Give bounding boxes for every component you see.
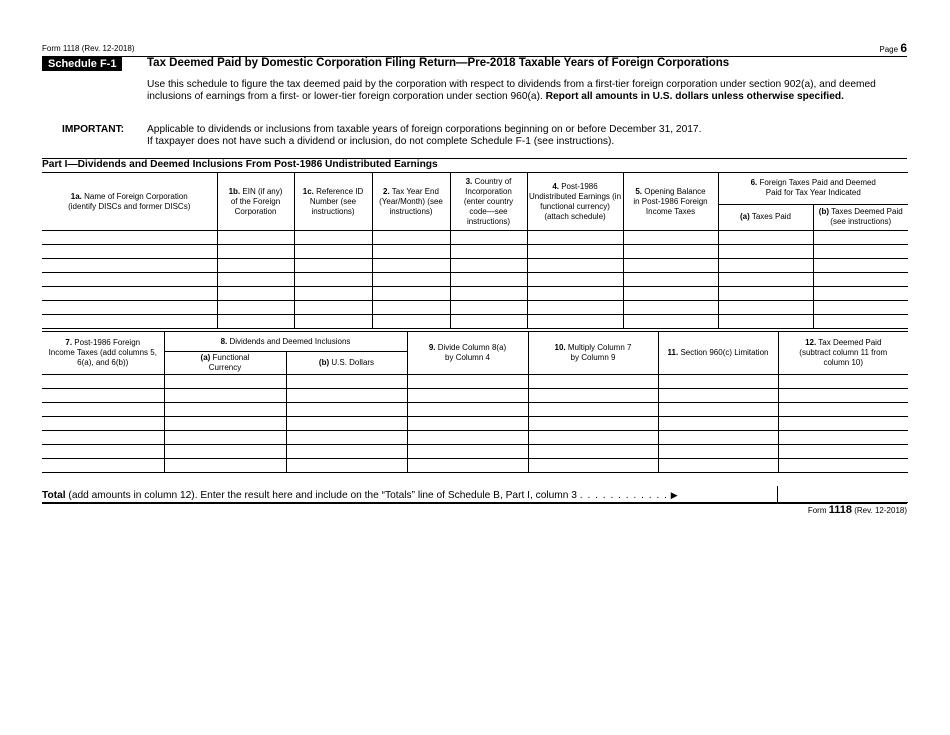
- schedule-badge: Schedule F-1: [42, 57, 122, 71]
- form-footer: [808, 504, 907, 516]
- table-row: [42, 403, 908, 417]
- table-row: [42, 445, 908, 459]
- intro-bold-text: Report all amounts in U.S. dollars unless otherwise specified.: [545, 91, 844, 102]
- col-8b-header: (b) U.S. Dollars: [286, 352, 407, 375]
- part1-heading: Part I—Dividends and Deemed Inclusions From Post-1986 Undistributed Earnings: [42, 159, 438, 170]
- col-8-header: 8. Dividends and Deemed Inclusions: [164, 332, 407, 352]
- col-2-header: 2. Tax Year End (Year/Month) (see instructions): [372, 173, 450, 231]
- page-indicator: [879, 41, 907, 55]
- important-line-1: Applicable to dividends or inclusions from taxable years of foreign corporations beginning on or before December 31, 2017.: [147, 124, 702, 135]
- intro-paragraph: [147, 79, 892, 103]
- table-row: [42, 273, 908, 287]
- col-4-header: 4. Post-1986 Undistributed Earnings (in functional currency) (attach schedule): [527, 173, 623, 231]
- col-11-header: 11. Section 960(c) Limitation: [658, 332, 778, 375]
- footer-rev: (Rev. 12-2018): [854, 506, 907, 515]
- table-row: [42, 301, 908, 315]
- table-row: [42, 231, 908, 245]
- deemed-paid-table: [42, 331, 908, 473]
- col-10-header: 10. Multiply Column 7 by Column 9: [528, 332, 658, 375]
- table-row: [42, 431, 908, 445]
- col-6-header: 6. Foreign Taxes Paid and Deemed Paid for Tax Year Indicated: [718, 173, 908, 205]
- page-label: Page: [879, 45, 899, 54]
- total-amount-field[interactable]: [777, 486, 908, 503]
- total-label: Total: [42, 490, 66, 501]
- col-12-header: 12. Tax Deemed Paid (subtract column 11 from column 10): [778, 332, 908, 375]
- important-label: IMPORTANT:: [62, 124, 125, 135]
- col-6a-header: (a) Taxes Paid: [718, 204, 813, 230]
- table-row: [42, 375, 908, 389]
- col-1a-header: 1a. Name of Foreign Corporation (identify DISCs and former DISCs): [42, 173, 217, 231]
- table-row: [42, 259, 908, 273]
- important-text: [147, 124, 897, 148]
- col-8a-header: (a) Functional Currency: [164, 352, 286, 375]
- col-3-header: 3. Country of Incorporation (enter country code—see instructions): [450, 173, 527, 231]
- total-leaders: . . . . . . . . . . . .: [579, 490, 668, 501]
- total-line: [42, 490, 678, 501]
- important-line-2: If taxpayer does not have such a dividend or inclusion, do not complete Schedule F-1 (see instructions).: [147, 136, 615, 147]
- undistributed-earnings-table: [42, 172, 908, 329]
- col-1b-header: 1b. EIN (if any) of the Foreign Corporation: [217, 173, 294, 231]
- col-9-header: 9. Divide Column 8(a) by Column 4: [407, 332, 528, 375]
- col-5-header: 5. Opening Balance in Post-1986 Foreign Income Taxes: [623, 173, 718, 231]
- page-number: 6: [900, 41, 907, 55]
- table-row: [42, 315, 908, 329]
- form-reference: Form 1118 (Rev. 12-2018): [42, 44, 135, 53]
- col-6b-header: (b) Taxes Deemed Paid (see instructions): [813, 204, 908, 230]
- col-7-header: 7. Post-1986 Foreign Income Taxes (add columns 5, 6(a), and 6(b)): [42, 332, 164, 375]
- arrow-icon: ▶: [670, 490, 678, 500]
- col-1c-header: 1c. Reference ID Number (see instructions): [294, 173, 372, 231]
- table-row: [42, 389, 908, 403]
- table-row: [42, 287, 908, 301]
- table-row: [42, 417, 908, 431]
- table-row: [42, 459, 908, 473]
- intro-text: Use this schedule to figure the tax deemed paid by the corporation with respect to dividends from a first-tier foreign corporation under section 902(a), and deemed inclusions of earnings from a first- or lower-tier foreign corporation under section 960(a).: [147, 79, 876, 102]
- footer-form-word: Form: [807, 506, 827, 515]
- total-text: (add amounts in column 12). Enter the result here and include on the “Totals” line of Schedule B, Part I, column 3: [68, 490, 577, 501]
- table-row: [42, 245, 908, 259]
- schedule-title: Tax Deemed Paid by Domestic Corporation Filing Return—Pre-2018 Taxable Years of Foreign Corporations: [147, 57, 730, 69]
- footer-rule: [42, 502, 907, 504]
- footer-form-number: 1118: [828, 504, 852, 516]
